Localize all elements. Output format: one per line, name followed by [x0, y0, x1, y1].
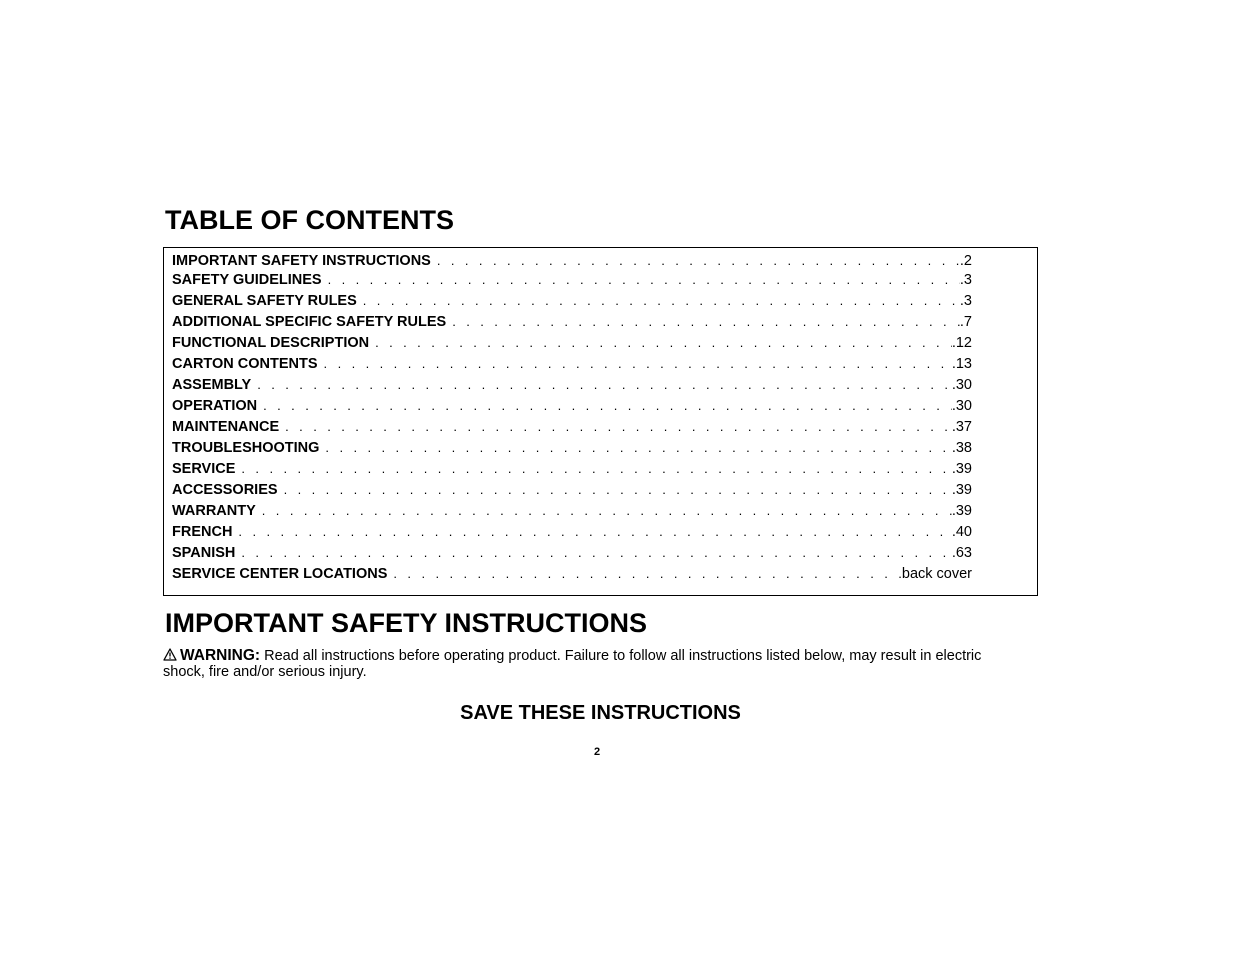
- page-content: [163, 203, 1038, 725]
- toc-entry: [172, 253, 972, 272]
- toc-leader-dots: [393, 566, 901, 581]
- toc-entry-page: .30: [951, 398, 972, 414]
- toc-entry-page: .7: [959, 314, 972, 330]
- save-instructions-heading: SAVE THESE INSTRUCTIONS: [460, 702, 741, 724]
- toc-entry-page: back cover: [901, 566, 972, 582]
- toc-entry: [172, 503, 972, 524]
- toc-leader-dots: [324, 356, 952, 371]
- toc-leader-dots: [363, 293, 960, 308]
- toc-entry-label: OPERATION: [172, 398, 258, 414]
- toc-entry: [172, 482, 972, 503]
- toc-entry-label: ADDITIONAL SPECIFIC SAFETY RULES: [172, 314, 447, 330]
- toc-entry: [172, 272, 972, 293]
- toc-entry-page: .39: [951, 461, 972, 477]
- toc-entry-page: .63: [951, 545, 972, 561]
- toc-entry-label: SERVICE: [172, 461, 236, 477]
- toc-leader-dots: [238, 524, 951, 539]
- toc-entry: [172, 335, 972, 356]
- toc-leader-dots: [452, 314, 960, 329]
- page-number: 2: [594, 746, 601, 758]
- toc-entry-page: .40: [951, 524, 972, 540]
- toc-leader-dots: [263, 398, 952, 413]
- toc-entry-page: .39: [951, 503, 972, 519]
- toc-entry-label: ACCESSORIES: [172, 482, 278, 498]
- toc-entry-page: .3: [959, 272, 972, 288]
- toc-leader-dots: [285, 419, 952, 434]
- toc-entry-label: ASSEMBLY: [172, 377, 252, 393]
- toc-entry-page: .12: [951, 335, 972, 351]
- toc-leader-dots: [437, 253, 960, 268]
- safety-section-title: IMPORTANT SAFETY INSTRUCTIONS: [165, 608, 648, 638]
- toc-entry-label: FRENCH: [172, 524, 233, 540]
- toc-entry-page: .37: [951, 419, 972, 435]
- toc-entry-label: FUNCTIONAL DESCRIPTION: [172, 335, 370, 351]
- toc-entry-label: GENERAL SAFETY RULES: [172, 293, 357, 309]
- toc-entry: [172, 314, 972, 335]
- warning-label: WARNING:: [180, 647, 261, 664]
- toc-entry: [172, 356, 972, 377]
- toc-entry: [172, 398, 972, 419]
- toc-leader-dots: [375, 335, 952, 350]
- toc-entry: [172, 566, 972, 587]
- toc-entry: [172, 419, 972, 440]
- toc-leader-dots: [241, 461, 951, 476]
- toc-entry-page: .39: [951, 482, 972, 498]
- toc-title: TABLE OF CONTENTS: [165, 205, 454, 235]
- toc-entry-label: SAFETY GUIDELINES: [172, 272, 322, 288]
- toc-entry-label: CARTON CONTENTS: [172, 356, 318, 372]
- toc-entry-page: .2: [959, 253, 972, 269]
- toc-leader-dots: [257, 377, 952, 392]
- toc-entry-label: SPANISH: [172, 545, 236, 561]
- toc-entry-label: TROUBLESHOOTING: [172, 440, 320, 456]
- toc-leader-dots: [284, 482, 952, 497]
- toc-entry-page: .13: [951, 356, 972, 372]
- warning-triangle-icon: [163, 648, 177, 664]
- toc-entry: [172, 524, 972, 545]
- toc-entry-page: .30: [951, 377, 972, 393]
- toc-entry-label: IMPORTANT SAFETY INSTRUCTIONS: [172, 253, 431, 269]
- toc-leader-dots: [262, 503, 952, 518]
- toc-leader-dots: [328, 272, 960, 287]
- warning-paragraph: [163, 648, 1008, 680]
- warning-text: Read all instructions before operating product. Failure to follow all instructions listed below, may result in electric shock, fire and/or serious injury.: [163, 648, 982, 680]
- toc-entry: [172, 440, 972, 461]
- toc-entry-label: SERVICE CENTER LOCATIONS: [172, 566, 388, 582]
- toc-leader-dots: [325, 440, 951, 455]
- toc-entry: [172, 377, 972, 398]
- toc-entry-page: .3: [959, 293, 972, 309]
- toc-leader-dots: [241, 545, 951, 560]
- toc-entry-label: WARRANTY: [172, 503, 256, 519]
- toc-entry: [172, 545, 972, 566]
- toc-entry: [172, 461, 972, 482]
- toc-entry-page: .38: [951, 440, 972, 456]
- toc-entry-label: MAINTENANCE: [172, 419, 280, 435]
- toc-box: [163, 247, 1038, 596]
- toc-entry: [172, 293, 972, 314]
